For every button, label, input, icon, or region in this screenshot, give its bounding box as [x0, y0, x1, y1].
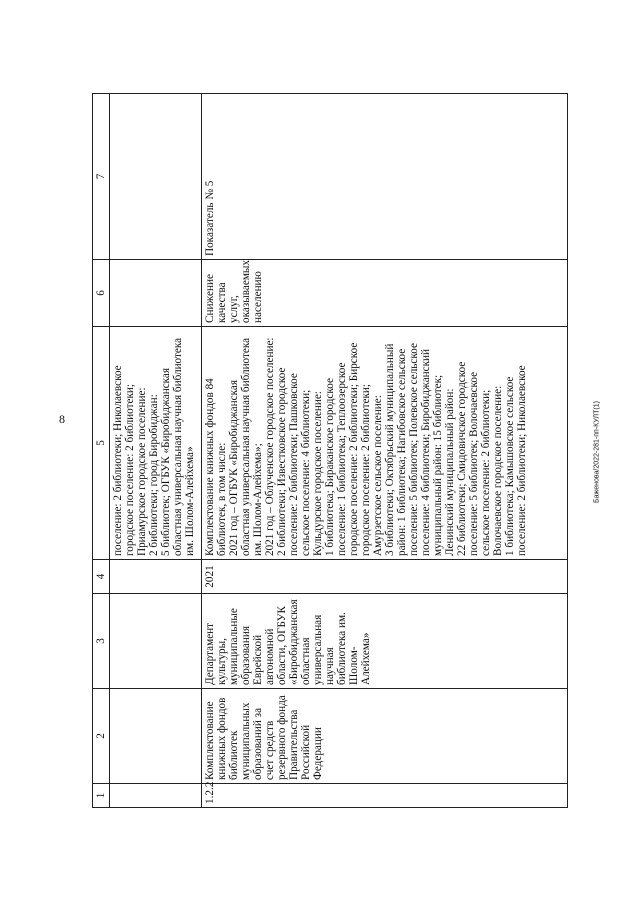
cell-executor	[110, 594, 202, 689]
header-col-1: 1	[93, 784, 110, 808]
cell-result: поселение: 2 библиотеки; Николаевское городское поселение: 2 библиотеки; Приамурское городское поселение: 2 библиотеки; город Биробиджан: 5 библиотек; ОГБУК «Биробиджанская областная универсальная научная библиотека им. Шолом-Алейхема»	[110, 327, 202, 560]
cell-indicator: Показатель № 5	[202, 94, 568, 260]
header-col-4: 4	[93, 560, 110, 594]
table-row	[110, 94, 202, 808]
header-col-6: 6	[93, 260, 110, 327]
cell-year: 2021	[202, 560, 568, 594]
cell-number	[110, 784, 202, 808]
table-header-row	[93, 94, 110, 808]
cell-executor: Департамент культуры, муниципальные образования Еврейской автономной области, ОГБУК «Биробиджанская областная универсальная научная библиотека им. Шолом-Алейхема»	[202, 594, 568, 689]
cell-year	[110, 560, 202, 594]
header-col-3: 3	[93, 594, 110, 689]
document-footer-stamp: Баженова/2022-281-пп-КУЛТ(1)	[593, 401, 601, 503]
cell-consequence: Снижение качества услуг, оказываемых населению	[202, 260, 568, 327]
cell-consequence	[110, 260, 202, 327]
header-col-2: 2	[93, 689, 110, 784]
cell-measure: Комплектование книжных фондов библиотек муниципальных образований за счет средств резервного фонда Правительства Российской Федерации	[202, 689, 568, 784]
rotated-table-container	[92, 93, 568, 808]
cell-result: Комплектование книжных фондов 84 библиотек, в том числе: 2021 год – ОГБУК «Биробиджанская областная универсальная научная библиотека им. Шолом-Алейхема»; 2021 год – Облученское городское поселение: 2 библиотеки; Известковское городское поселение: 2 библиотеки; Пашковское сельское поселение: 4 библиотеки; Кульдурское городское поселение: 1 библиотека; Бираканское городское поселение: 1 библиотека; Теплоозерское городское поселение: 2 библиотеки; Бирское городское поселение: 2 библиотеки; Амурзетское сельское поселение: 3 библиотеки; Октябрьский муниципальный район: 1 библиотека; Нагибовское сельское поселение: 5 библиотек; Полевское сельское поселение: 4 библиотеки; Биробиджанский муниципальный район: 15 библиотек; Ленинский муниципальный район: 22 библиотеки; Смидовичское городское поселение: 5 библиотек; Волочаевское сельское поселение: 2 библиотеки; Волочаевское городское поселение: 1 библиотека; Камышовское сельское поселение: 2 библиотеки; Николаевское	[202, 327, 568, 560]
cell-indicator	[110, 94, 202, 260]
cell-number: 1.2.2	[202, 784, 568, 808]
program-measures-table	[92, 93, 568, 808]
cell-measure	[110, 689, 202, 784]
table-row	[202, 94, 568, 808]
header-col-7: 7	[93, 94, 110, 260]
page-number: 8	[59, 412, 65, 426]
header-col-5: 5	[93, 327, 110, 560]
